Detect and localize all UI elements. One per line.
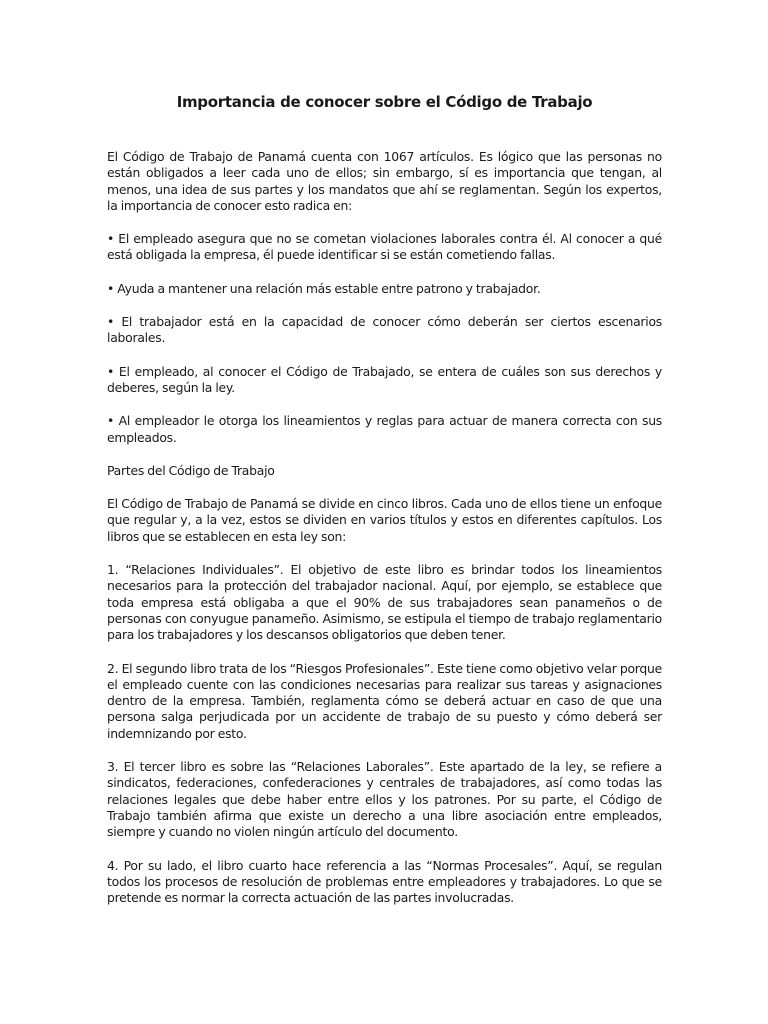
document-title: Importancia de conocer sobre el Código de Trabajo: [176, 93, 593, 111]
numbered-paragraph: 1. “Relaciones Individuales”. El objetivo de este libro es brindar todos los lineamientos necesarios para la protección del trabajador nacional. Aquí, por ejemplo, se establece que toda empresa está obligaba a que el 90% de sus trabajadores sean panameños o de personas con conyugue panameño. Asimismo, se estipula el tiempo de trabajo reglamentario para los trabajadores y los descansos obligatorios que deben tener.: [107, 562, 662, 643]
numbered-paragraph: 4. Por su lado, el libro cuarto hace referencia a las “Normas Procesales”. Aquí, se regulan todos los procesos de resolución de problemas entre empleadores y trabajadores. Lo que se pretende es normar la correcta actuación de las partes involucradas.: [107, 857, 662, 906]
numbered-paragraph: 3. El tercer libro es sobre las “Relaciones Laborales”. Este apartado de la ley, se refiere a sindicatos, federaciones, confederaciones y centrales de trabajadores, así como todas las relaciones legales que debe haber entre ellos y los patrones. Por su parte, el Código de Trabajo también afirma que existe un derecho a una libre asociación entre empleados, siempre y cuando no violen ningún artículo del documento.: [107, 759, 662, 840]
numbered-paragraph: 2. El segundo libro trata de los “Riesgos Profesionales”. Este tiene como objetivo velar porque el empleado cuente con las condiciones necesarias para realizar sus tareas y asignaciones dentro de la empresa. También, reglamenta cómo se deberá actuar en caso de que una persona salga perjudicada por un accidente de trabajo de su puesto y cómo deberá ser indemnizando por esto.: [107, 660, 662, 741]
intro-paragraph: El Código de Trabajo de Panamá cuenta con 1067 artículos. Es lógico que las personas no están obligados a leer cada uno de ellos; sin embargo, sí es importancia que tengan, al menos, una idea de sus partes y los mandatos que ahí se reglamentan. Según los expertos, la importancia de conocer esto radica en:: [107, 149, 662, 213]
section-heading: Partes del Código de Trabajo: [107, 462, 275, 478]
bullet-paragraph: • El trabajador está en la capacidad de conocer cómo deberán ser ciertos escenarios laborales.: [107, 314, 662, 346]
bullet-paragraph: • Al empleador le otorga los lineamientos y reglas para actuar de manera correcta con sus empleados.: [107, 413, 662, 445]
bullet-paragraph: • El empleado, al conocer el Código de Trabajado, se entera de cuáles son sus derechos y deberes, según la ley.: [107, 363, 662, 395]
body-paragraph: El Código de Trabajo de Panamá se divide en cinco libros. Cada uno de ellos tiene un enfoque que regular y, a la vez, estos se dividen en varios títulos y estos en diferentes capítulos. Los libros que se establecen en esta ley son:: [107, 496, 662, 544]
bullet-paragraph: • El empleado asegura que no se cometan violaciones laborales contra él. Al conocer a qué está obligada la empresa, él puede identificar si se están cometiendo fallas.: [107, 231, 662, 263]
document-body: [107, 92, 662, 923]
bullet-paragraph: • Ayuda a mantener una relación más estable entre patrono y trabajador.: [107, 280, 541, 296]
